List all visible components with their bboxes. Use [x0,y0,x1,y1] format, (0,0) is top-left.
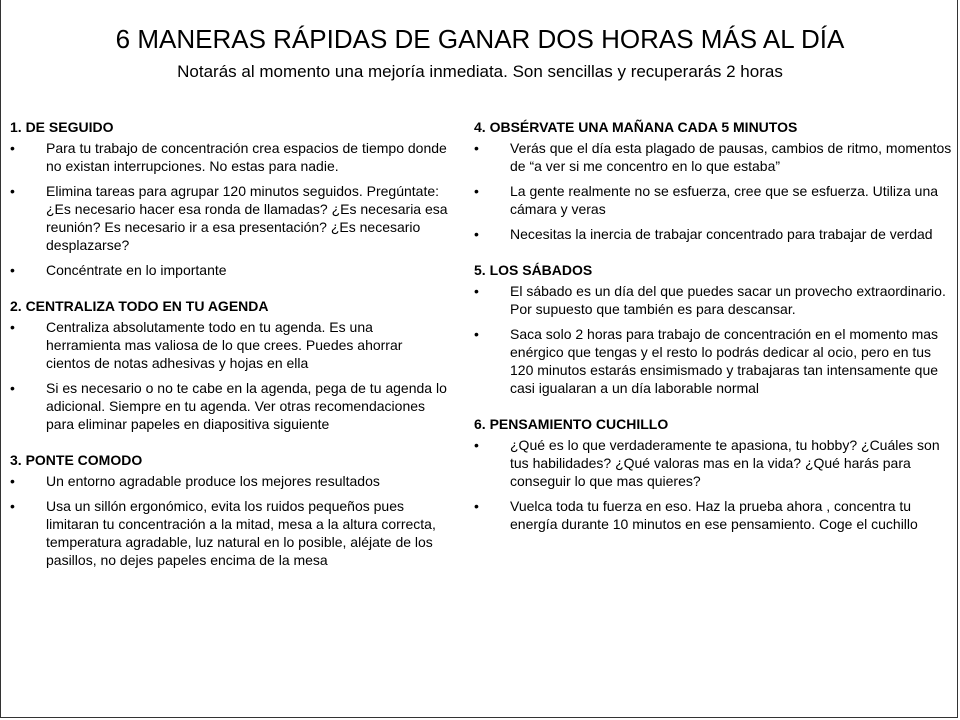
list-item [10,182,450,254]
bullet-icon: • [474,183,479,199]
section-3 [10,451,450,569]
section-5 [474,261,954,397]
list-item [10,261,450,279]
section-heading: 6. PENSAMIENTO CUCHILLO [474,416,669,432]
item-text: Para tu trabajo de concentración crea espacios de tiempo donde no existan interrupciones. No estas para nadie. [46,140,447,174]
item-text: Un entorno agradable produce los mejores resultados [46,473,380,489]
section-2 [10,297,450,433]
list-item [10,139,450,175]
bullet-icon: • [474,226,479,242]
slide-subtitle: Notarás al momento una mejoría inmediata. Son sencillas y recuperarás 2 horas [177,62,783,81]
left-column [10,118,450,587]
bullet-icon: • [10,183,15,199]
bullet-icon: • [474,498,479,514]
item-text: Centraliza absolutamente todo en tu agenda. Es una herramienta mas valiosa de lo que crees. Puedes ahorrar cientos de notas adhesivas y hojas en ella [46,319,403,371]
section-heading: 4. OBSÉRVATE UNA MAÑANA CADA 5 MINUTOS [474,119,798,135]
bullet-list [10,472,450,569]
item-text: El sábado es un día del que puedes sacar un provecho extraordinario. Por supuesto que también es para descansar. [510,283,946,317]
slide-title: 6 MANERAS RÁPIDAS DE GANAR DOS HORAS MÁS AL DÍA [115,24,845,54]
item-text: ¿Qué es lo que verdaderamente te apasiona, tu hobby? ¿Cuáles son tus habilidades? ¿Qué valoras mas en la vida? ¿Qué harás para conseguir lo que mas quieres? [510,437,940,489]
bullet-icon: • [474,437,479,453]
item-text: Si es necesario o no te cabe en la agenda, pega de tu agenda lo adicional. Siempre en tu agenda. Ver otras recomendaciones para eliminar papeles en diapositiva siguiente [46,380,447,432]
item-text: Concéntrate en lo importante [46,262,227,278]
item-text: Elimina tareas para agrupar 120 minutos seguidos. Pregúntate: ¿Es necesario hacer esa ronda de llamadas? ¿Es necesaria esa reunión? Es necesario ir a esa presentación? ¿Es necesario desplazarse? [46,183,448,253]
list-item [474,282,954,318]
bullet-icon: • [10,498,15,514]
section-4 [474,118,954,243]
list-item [10,472,450,490]
section-6 [474,415,954,533]
bullet-icon: • [474,140,479,156]
bullet-list [474,282,954,397]
list-item [474,436,954,490]
bullet-icon: • [10,319,15,335]
bullet-icon: • [474,326,479,342]
bullet-icon: • [10,262,15,278]
list-item [474,225,954,243]
section-heading: 1. DE SEGUIDO [10,119,114,135]
item-text: Vuelca toda tu fuerza en eso. Haz la prueba ahora , concentra tu energía durante 10 minutos en ese pensamiento. Coge el cuchillo [510,498,918,532]
section-1 [10,118,450,279]
item-text: Usa un sillón ergonómico, evita los ruidos pequeños pues limitaran tu concentración a la mitad, mesa a la altura correcta, temperatura agradable, luz natural en lo posible, aléjate de los pasillos, no dejes papeles encima de la mesa [46,498,436,568]
bullet-icon: • [10,140,15,156]
bullet-list [10,318,450,433]
list-item [474,182,954,218]
bullet-list [474,139,954,243]
list-item [10,379,450,433]
list-item [474,497,954,533]
list-item [10,497,450,569]
bullet-list [474,436,954,533]
bullet-list [10,139,450,279]
bullet-icon: • [474,283,479,299]
item-text: La gente realmente no se esfuerza, cree que se esfuerza. Utiliza una cámara y veras [510,183,939,217]
list-item [474,139,954,175]
list-item [474,325,954,397]
section-heading: 2. CENTRALIZA TODO EN TU AGENDA [10,298,269,314]
list-item [10,318,450,372]
bullet-icon: • [10,473,15,489]
right-column [474,118,954,551]
section-heading: 3. PONTE COMODO [10,452,143,468]
bullet-icon: • [10,380,15,396]
item-text: Saca solo 2 horas para trabajo de concentración en el momento mas enérgico que tengas y el resto lo podrás dedicar al ocio, pero en tus 120 minutos estarás ensimismado y trabajaras tan intensamente que casi igualaran a un día laborable normal [510,326,939,396]
item-text: Necesitas la inercia de trabajar concentrado para trabajar de verdad [510,226,933,242]
section-heading: 5. LOS SÁBADOS [474,262,593,278]
item-text: Verás que el día esta plagado de pausas, cambios de ritmo, momentos de “a ver si me concentro en lo que estaba” [510,140,952,174]
